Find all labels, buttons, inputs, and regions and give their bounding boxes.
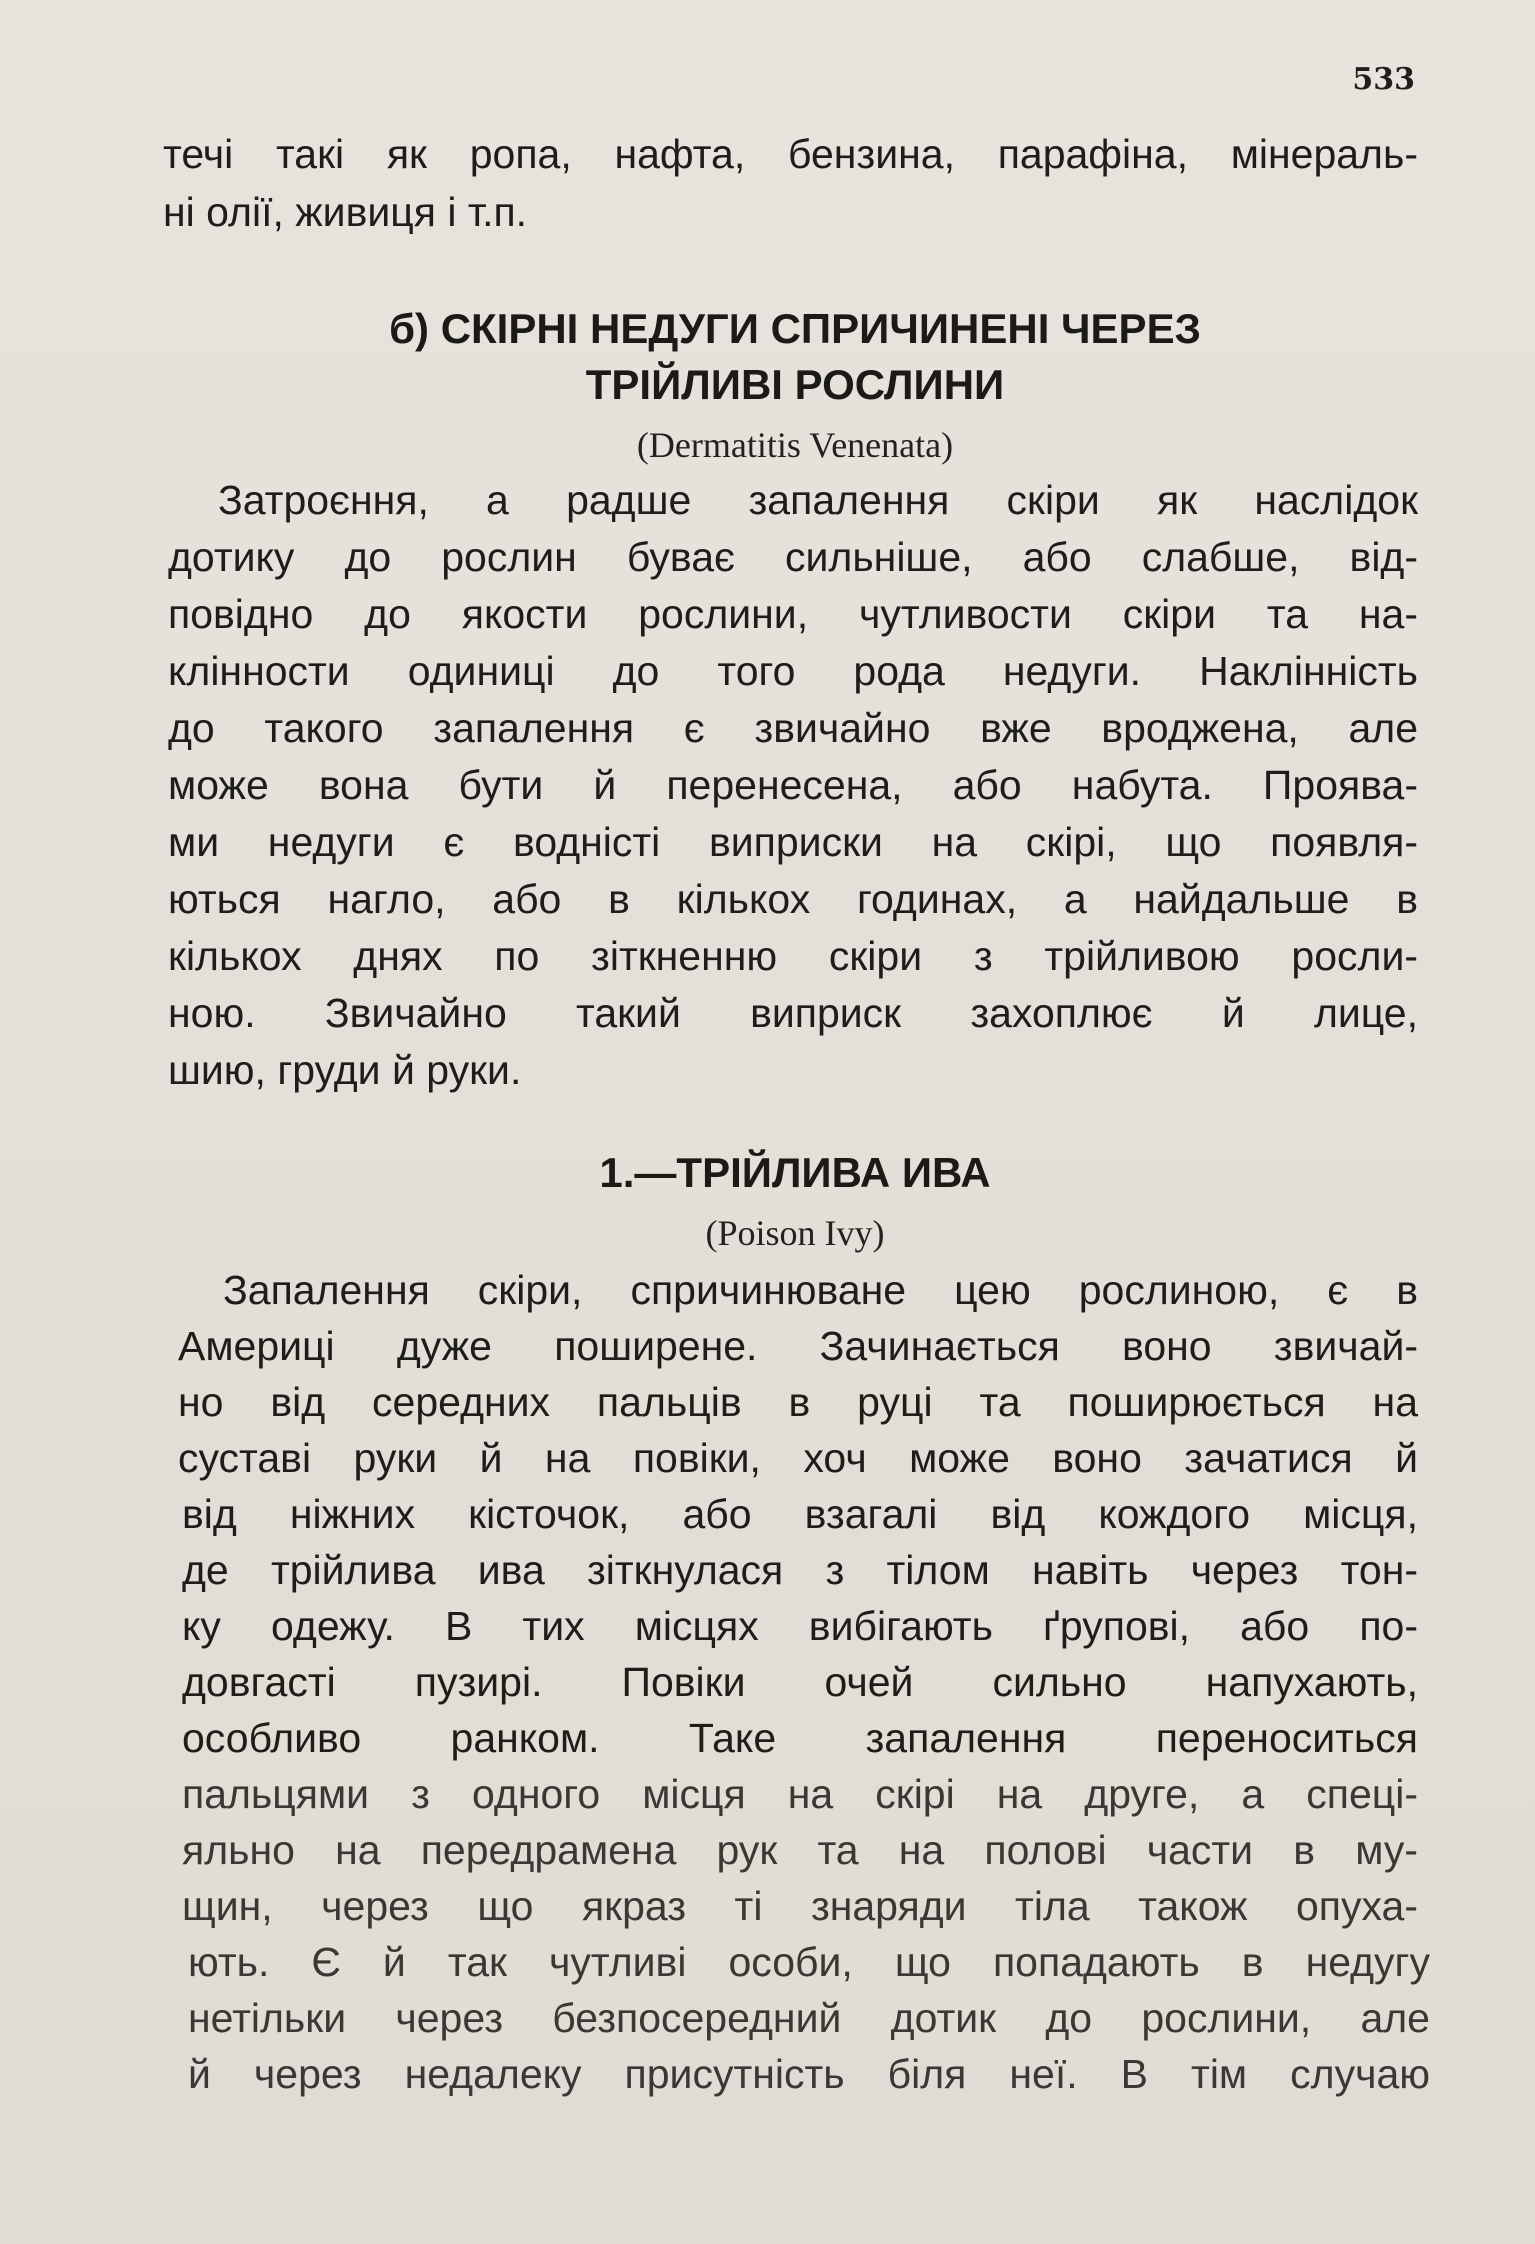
section-b-paragraph-line: повідно до якости рослини, чутливости скіри та на- [168, 591, 1418, 637]
section-b-paragraph-line: ються нагло, або в кількох годинах, а найдальше в [168, 876, 1418, 922]
section-b-paragraph-line: шию, груди й руки. [168, 1047, 522, 1093]
section-1-paragraph-line: ку одежу. В тих місцях вибігають ґрупові, або по- [182, 1603, 1418, 1649]
section-1-paragraph-line: пальцями з одного місця на скірі на друге, а спеці- [182, 1771, 1418, 1817]
section-b-paragraph-line: кількох днях по зіткненню скіри з трійливою росли- [168, 933, 1418, 979]
section-b-paragraph-line: ною. Звичайно такий виприск захоплює й лице, [168, 990, 1418, 1036]
section-b-paragraph-line: ми недуги є водністі виприски на скірі, що появля- [168, 819, 1418, 865]
section-1-paragraph-line: нетільки через безпосередний дотик до рослини, але [188, 1995, 1430, 2041]
section-b-heading-line: ТРІЙЛИВІ РОСЛИНИ [585, 361, 1005, 408]
section-1-paragraph-line: й через недалеку присутність біля неї. В тім случаю [188, 2051, 1430, 2097]
section-1-paragraph-line: суставі руки й на повіки, хоч може воно зачатися й [178, 1435, 1418, 1481]
section-b-paragraph-line: може вона бути й перенесена, або набута. Проява- [168, 762, 1418, 808]
section-1-paragraph-line: особливо ранком. Таке запалення переноситься [182, 1715, 1418, 1761]
section-b-paragraph-line: до такого запалення є звичайно вже вроджена, але [168, 705, 1418, 751]
section-1-paragraph-line: ють. Є й так чутливі особи, що попадають в недугу [188, 1939, 1430, 1985]
section-1-paragraph-line: щин, через що якраз ті знаряди тіла також опуха- [182, 1883, 1418, 1929]
section-b-heading-line: б) СКІРНІ НЕДУГИ СПРИЧИНЕНІ ЧЕРЕЗ [389, 305, 1201, 352]
section-1-paragraph-line: но від середних пальців в руці та поширюється на [178, 1379, 1418, 1425]
section-1-latin-name: (Poison Ivy) [705, 1213, 885, 1253]
section-1-paragraph-line: Америці дуже поширене. Зачинається воно звичай- [178, 1323, 1418, 1369]
section-b-paragraph-line: Затроєння, а радше запалення скіри як наслідок [218, 477, 1418, 523]
page-number: 533 [1352, 62, 1415, 97]
section-b-latin-name: (Dermatitis Venenata) [636, 425, 954, 465]
section-b-paragraph-line: дотику до рослин буває сильніше, або слабше, від- [168, 534, 1418, 580]
section-1-heading: 1.—ТРІЙЛИВА ИВА [599, 1149, 991, 1196]
intro-line: ні олії, живиця і т.п. [163, 189, 528, 235]
intro-line: течі такі як ропа, нафта, бензина, парафіна, мінераль- [163, 131, 1418, 177]
section-1-paragraph-line: від ніжних кісточок, або взагалі від кождого місця, [182, 1491, 1418, 1537]
section-1-paragraph-line: Запалення скіри, спричинюване цею рослиною, є в [223, 1267, 1418, 1313]
section-b-paragraph-line: клінности одиниці до того рода недуги. Наклінність [168, 648, 1418, 694]
section-1-paragraph-line: довгасті пузирі. Повіки очей сильно напухають, [182, 1659, 1418, 1705]
section-1-paragraph-line: де трійлива ива зіткнулася з тілом навіть через тон- [182, 1547, 1418, 1593]
section-1-paragraph-line: яльно на передрамена рук та на полові части в му- [182, 1827, 1418, 1873]
